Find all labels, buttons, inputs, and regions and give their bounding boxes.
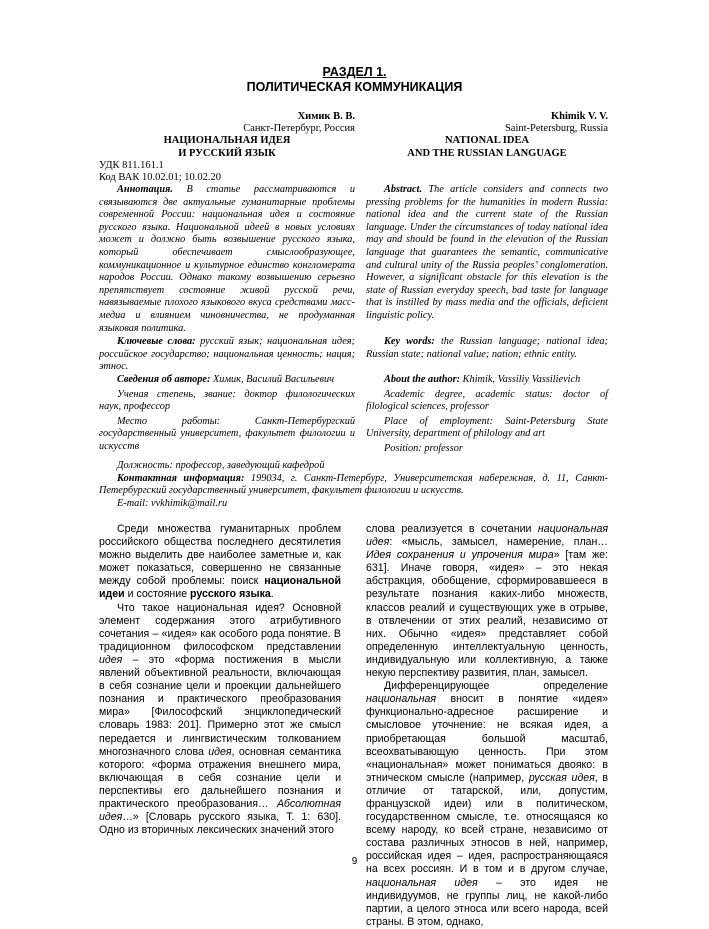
body-p2-i: : <box>389 536 393 549</box>
ru-keywords <box>99 336 355 374</box>
body-p3-g: – это идея не индивидуумов, не группы лиц, не какой-либо партии, а целого этноса или всего народа, всей страны. В этом, однако, <box>366 876 608 928</box>
ru-about-label: Сведения об авторе: <box>117 374 211 385</box>
body-p1-a: Среди множества гуманитарных проблем российского общества последнего десятилетия можно выделить две наиболее заметные и, как может показаться, совершенно не связанные между собой проблемы: поиск <box>99 523 341 588</box>
ru-degree: Ученая степень, звание: доктор филологических наук, профессор <box>99 388 355 413</box>
body-p3-d: русская идея <box>528 771 595 784</box>
body-p3-b: национальная <box>366 693 437 706</box>
body-p2-g: …» [Словарь русского языка, Т. 1: 630]. Одно из вторичных лексических значений этого <box>99 811 341 837</box>
body-paragraph-1 <box>99 523 341 602</box>
ru-abstract-block <box>99 184 355 337</box>
body-p3-e: , в отличие от татарской, или, допустим, французской идеи) или в политическом, государственном смысле, т.е. относящаяся ко всему народу, ко всей стране, независимо от состава различных этносов в ней, например, российская идея – идея, распространяющаяся на всех россиян. И в том и в другом случае, <box>366 771 608 876</box>
en-city: Saint-Petersburg, Russia <box>504 123 608 135</box>
ru-workplace: Место работы: Санкт-Петербургский государственный университет, факультет филологии и искусств <box>99 415 355 452</box>
en-keywords-text: the Russian language; national idea; Russian state; national value; nation; ethnic entity. <box>366 336 608 360</box>
body-p2-e: , основная семантика которого: «форма отражения внешнего мира, включающая в себя сознание цели и перспективы его дальнейшего познания и практического преобразования… <box>99 745 341 810</box>
body-p2-h: национальная идея <box>366 523 608 549</box>
en-about <box>366 374 608 387</box>
body-paragraph-2-continued <box>366 523 608 680</box>
body-paragraph-2 <box>99 602 341 838</box>
section-heading <box>0 65 709 95</box>
en-abstract-block <box>366 184 608 325</box>
body-p2-k: [там же: 631]. Иначе говоря, «идея» – это некая абстракция, обобщение, сформировавшееся в результате познания каких-либо множеств, классов реалий и существующих уже в отрыве, в отвлечении от этих реалий, независимо от них. Обычно «идея» представляет собой определенную интеллектуальную ценность, индивидуальную или коллективную, а также некую перспективу развития, план, замысел. <box>366 549 608 680</box>
ru-header <box>99 111 355 184</box>
page-number: 9 <box>351 856 358 867</box>
en-author-info <box>366 374 608 458</box>
ru-abstract-label: Аннотация. <box>117 184 173 195</box>
ru-contact <box>99 473 608 498</box>
body-p2-c: – это «форма постижения в мысли явлений объективной реальности, включающая в себя сознание цели и проекции дальнейшего познания и практического преобразования мира» [Философский энциклопедический словарь 1983: 201]. Примерно этот же смысл передается и лингвистическим толкованием многозначного слова <box>99 653 341 758</box>
ru-city: Санкт-Петербург, Россия <box>243 123 355 135</box>
body-p1-c: и состояние <box>124 588 191 601</box>
section-subtitle: ПОЛИТИЧЕСКАЯ КОММУНИКАЦИЯ <box>246 80 463 94</box>
ru-contact-text: 199034, г. Санкт-Петербург, Университетская набережная, д. 11, Санкт-Петербургский государственный университет, факультет филологии и искусств. <box>99 472 608 497</box>
en-about-text: Khimik, Vassiliy Vassilievich <box>460 374 581 385</box>
ru-keywords-block <box>99 336 355 376</box>
ru-abstract-text: В статье рассматриваются и связываются две актуальные гуманитарные проблемы современной России: национальная идея и состояние русского языка. Национальной идеей в новых условиях может и должно быть возвышение русского языка, который обеспечивает смыслообразующее, коммуникационное и культурное единство конгломерата народов России. Однако такому возвышению серьезно препятствует состояние живой русской речи, навязываемые плохого языкового вкуса средствами масс-медиа и влиянием чиновничества, не продуманная языковая политика. <box>99 184 355 334</box>
body-p2-k: » <box>553 549 560 562</box>
section-title: РАЗДЕЛ 1. <box>322 65 387 79</box>
contact-block <box>99 460 608 510</box>
en-keywords-label: Key words: <box>384 336 435 347</box>
en-header <box>366 111 608 160</box>
en-abstract-label: Abstract. <box>384 184 423 195</box>
body-p2-g: слова реализуется в сочетании <box>366 523 538 535</box>
body-paragraph-3 <box>366 680 608 929</box>
ru-title-line2: И РУССКИЙ ЯЗЫК <box>178 147 276 159</box>
body-p2-b: идея <box>99 653 123 666</box>
ru-about-text: Химик, Василий Васильевич <box>210 374 335 385</box>
body-p2-d: идея <box>208 745 232 758</box>
body-p2-f: Абсолютная идея <box>99 797 341 824</box>
en-abstract-text: The article considers and connects two pressing problems for the humanities in modern Russia: national idea and the current state of the Russian language. Under the circumstances of today national idea may and should be found in the elevation of the Russian language that guarantees the semantic, communicative and cultural unity of the Russia peoples’ conglomeration. However, a significant obstacle for this elevation is the state of Russian everyday speech, bad taste for language that is instilled by mass media and the officials, deficient linguistic policy. <box>366 184 608 321</box>
body-p2-i: «мысль, замысел, намерение, план… <box>392 536 608 549</box>
ru-keywords-label: Ключевые слова: <box>117 336 196 347</box>
body-p2-j: Идея сохранения и упрочения мира <box>366 549 554 562</box>
ru-title-line1: НАЦИОНАЛЬНАЯ ИДЕЯ <box>163 135 291 147</box>
en-workplace: Place of employment: Saint-Petersburg State University, department of philology and art <box>366 415 608 440</box>
ru-about <box>99 374 355 387</box>
en-position: Position: professor <box>384 442 463 454</box>
body-p1-b: национальной идеи <box>99 575 341 601</box>
body-p3-c: вносит в понятие «идея» функционально-адресное расширение и смысловое уточнение: не всякая идея, а приобретающая большой масштаб, всеохватывающую ценность. При этом «национальная» может пониматься двояко: в этническом смысле (например, <box>366 693 608 784</box>
ru-abstract <box>99 184 355 335</box>
ru-author: Химик В. В. <box>297 111 355 122</box>
body-p3-a: Дифференцирующее определение <box>384 680 608 693</box>
ru-udk: УДК 811.161.1 <box>99 159 164 171</box>
en-keywords-block <box>366 336 608 363</box>
ru-position: Должность: профессор, заведующий кафедрой <box>117 460 325 471</box>
body-p2-a: Что такое национальная идея? Основной элемент содержания этого атрибутивного сочетания – «идея» как особого рода понятие. В традиционном философском представлении <box>99 601 341 653</box>
body-right-column <box>366 523 608 929</box>
en-abstract <box>366 184 608 323</box>
ru-contact-label: Контактная информация: <box>117 472 245 484</box>
body-p1-d: русского языка <box>190 588 271 601</box>
ru-vak: Код ВАК 10.02.01; 10.02.20 <box>99 172 221 184</box>
body-left-column <box>99 523 341 837</box>
en-degree: Academic degree, academic status: doctor of filological sciences, professor <box>366 388 608 413</box>
en-about-label: About the author: <box>384 374 461 385</box>
en-title-line2: AND THE RUSSIAN LANGUAGE <box>407 147 567 159</box>
en-keywords <box>366 336 608 361</box>
en-title-line1: NATIONAL IDEA <box>444 135 530 147</box>
ru-author-info <box>99 374 355 456</box>
body-p1-e: . <box>270 588 274 601</box>
body-p3-f: национальная идея <box>366 876 478 889</box>
en-author: Khimik V. V. <box>550 111 608 122</box>
ru-keywords-text: русский язык; национальная идея; российское государство; национальная ценность; нация; этнос. <box>99 336 355 373</box>
ru-email: E-mail: vvkhimik@mail.ru <box>117 497 228 509</box>
